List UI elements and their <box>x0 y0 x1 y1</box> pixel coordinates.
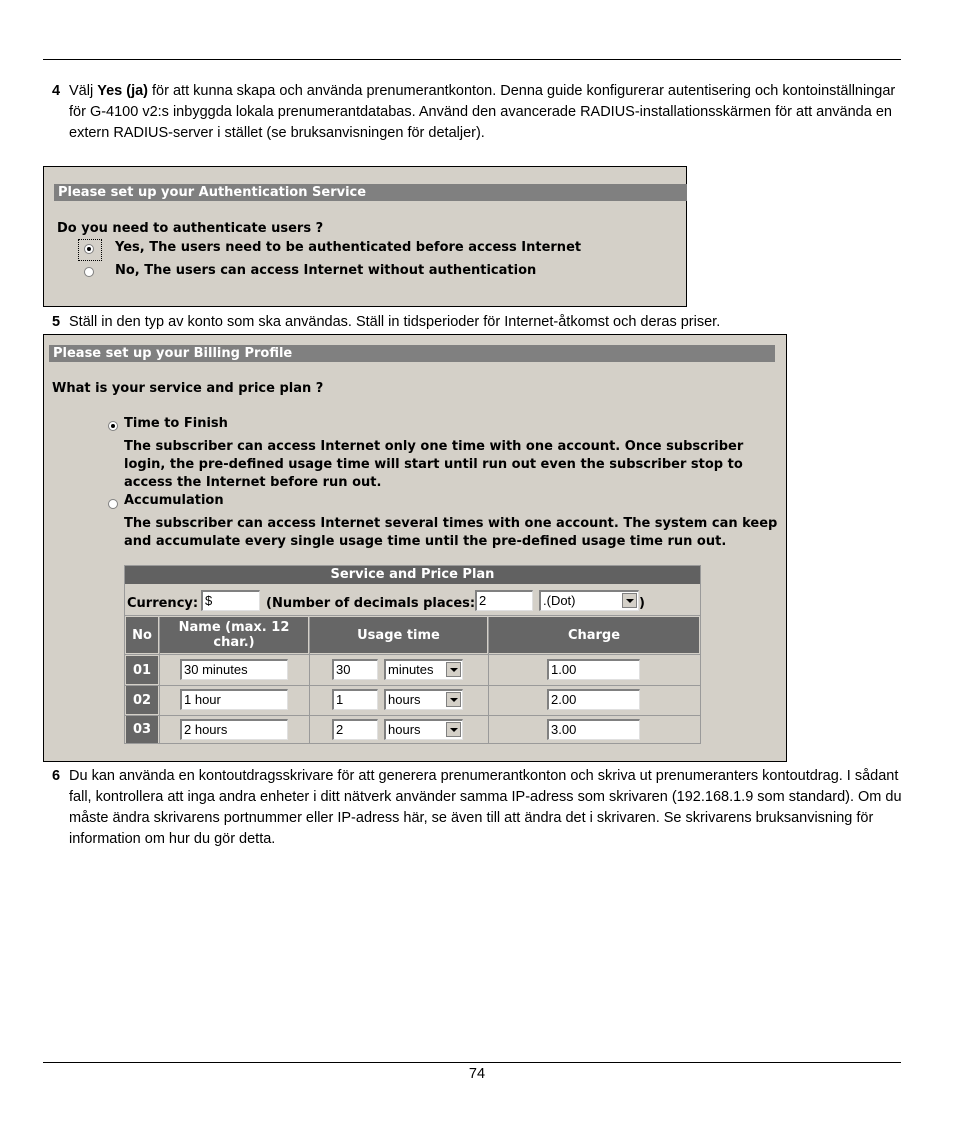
row-usage-unit-value: hours <box>388 722 421 737</box>
col-header-charge: Charge <box>489 617 699 653</box>
price-plan-table-title: Service and Price Plan <box>125 566 700 584</box>
auth-option-yes-label: Yes, The users need to be authenticated before access Internet <box>115 240 582 255</box>
row-name-input[interactable]: 30 minutes <box>180 659 288 680</box>
step-5-paragraph <box>52 312 904 333</box>
step-4-bold: Yes (ja) <box>97 83 148 99</box>
currency-input[interactable]: $ <box>201 590 260 611</box>
plan-option-time-to-finish-desc: The subscriber can access Internet only one time with one account. Once subscriber login, the pre-defined usage time will start until run out even the subscriber stop to access the Internet before run out. <box>124 439 744 490</box>
chevron-down-icon[interactable] <box>446 722 461 737</box>
step-4-paragraph <box>52 81 904 144</box>
step-6-text: Du kan använda en kontoutdragsskrivare för att generera prenumerantkonton och skriva ut prenumeranters kontoutdrag. I sådant fall, kontrollera att inga andra enheter i ditt nätverk använder samma IP-adress som skrivaren (192.168.1.9 som standard). Om du måste ändra skrivarens portnummer eller IP-adress här, se även till att ändra det i skrivaren. Se skrivarens bruksanvisning för information om hur du gör detta. <box>69 768 902 847</box>
col-divider <box>488 617 489 743</box>
row-usage-unit-select[interactable] <box>384 659 463 680</box>
col-divider <box>159 617 160 743</box>
closing-paren: ) <box>639 596 645 611</box>
col-header-name: Name (max. 12 char.) <box>160 617 308 653</box>
step-4-text: för att kunna skapa och använda prenumerantkonton. Denna guide konfigurerar autentisering och kontoinställningar för G-4100 v2:s inbyggda lokala prenumerantdatabas. Använd den avancerade RADIUS-installationsskärmen för att använda en extern RADIUS-server i stället (se bruksanvisningen för detaljer). <box>69 83 896 141</box>
auth-question: Do you need to authenticate users ? <box>57 221 324 236</box>
row-usage-amount-input[interactable]: 2 <box>332 719 378 740</box>
auth-radio-no[interactable] <box>84 267 94 277</box>
plan-option-accumulation-desc: The subscriber can access Internet several times with one account. The system can keep and accumulate every single usage time until the pre-defined usage time run out. <box>124 516 778 549</box>
row-charge-input[interactable]: 2.00 <box>547 689 640 710</box>
header-rule <box>43 59 901 60</box>
step-number: 4 <box>52 83 61 99</box>
row-number: 02 <box>126 686 158 714</box>
chevron-down-icon[interactable] <box>622 593 637 608</box>
currency-label: Currency: <box>127 596 199 611</box>
row-number: 01 <box>126 656 158 684</box>
row-name-input[interactable]: 1 hour <box>180 689 288 710</box>
page-number: 74 <box>468 1066 486 1082</box>
row-name-input[interactable]: 2 hours <box>180 719 288 740</box>
decimal-separator-select[interactable] <box>539 590 639 611</box>
step-6-paragraph <box>52 766 904 850</box>
auth-option-no-label: No, The users can access Internet without authentication <box>115 263 537 278</box>
auth-title-bar: Please set up your Authentication Service <box>54 184 687 201</box>
footer-rule <box>43 1062 901 1063</box>
col-divider <box>309 617 310 743</box>
auth-screenshot <box>43 166 687 307</box>
decimals-input[interactable]: 2 <box>475 590 533 611</box>
table-divider <box>125 615 700 616</box>
decimals-label: (Number of decimals places: <box>266 596 476 611</box>
row-usage-unit-value: minutes <box>388 662 434 677</box>
row-divider <box>125 715 700 716</box>
chevron-down-icon[interactable] <box>446 662 461 677</box>
row-usage-amount-input[interactable]: 1 <box>332 689 378 710</box>
row-divider <box>125 654 700 655</box>
plan-option-accumulation-label: Accumulation <box>124 493 224 508</box>
billing-title-bar: Please set up your Billing Profile <box>49 345 775 362</box>
row-number: 03 <box>126 716 158 743</box>
step-4-lead: Välj <box>69 83 98 99</box>
decimal-separator-value: .(Dot) <box>543 593 576 608</box>
col-header-usage: Usage time <box>310 617 487 653</box>
row-charge-input[interactable]: 3.00 <box>547 719 640 740</box>
step-number: 6 <box>52 768 61 784</box>
row-divider <box>125 685 700 686</box>
step-number: 5 <box>52 314 61 330</box>
row-usage-unit-value: hours <box>388 692 421 707</box>
col-header-no: No <box>126 617 158 653</box>
chevron-down-icon[interactable] <box>446 692 461 707</box>
billing-question: What is your service and price plan ? <box>52 381 324 396</box>
row-usage-amount-input[interactable]: 30 <box>332 659 378 680</box>
auth-radio-yes[interactable] <box>84 244 94 254</box>
row-charge-input[interactable]: 1.00 <box>547 659 640 680</box>
row-usage-unit-select[interactable] <box>384 719 463 740</box>
step-5-text: Ställ in den typ av konto som ska användas. Ställ in tidsperioder för Internet-åtkomst och deras priser. <box>69 314 721 330</box>
plan-option-time-to-finish-label: Time to Finish <box>124 416 228 431</box>
row-usage-unit-select[interactable] <box>384 689 463 710</box>
billing-screenshot <box>43 334 787 762</box>
plan-radio-accumulation[interactable] <box>108 499 118 509</box>
plan-radio-time-to-finish[interactable] <box>108 421 118 431</box>
price-plan-table <box>124 565 701 744</box>
